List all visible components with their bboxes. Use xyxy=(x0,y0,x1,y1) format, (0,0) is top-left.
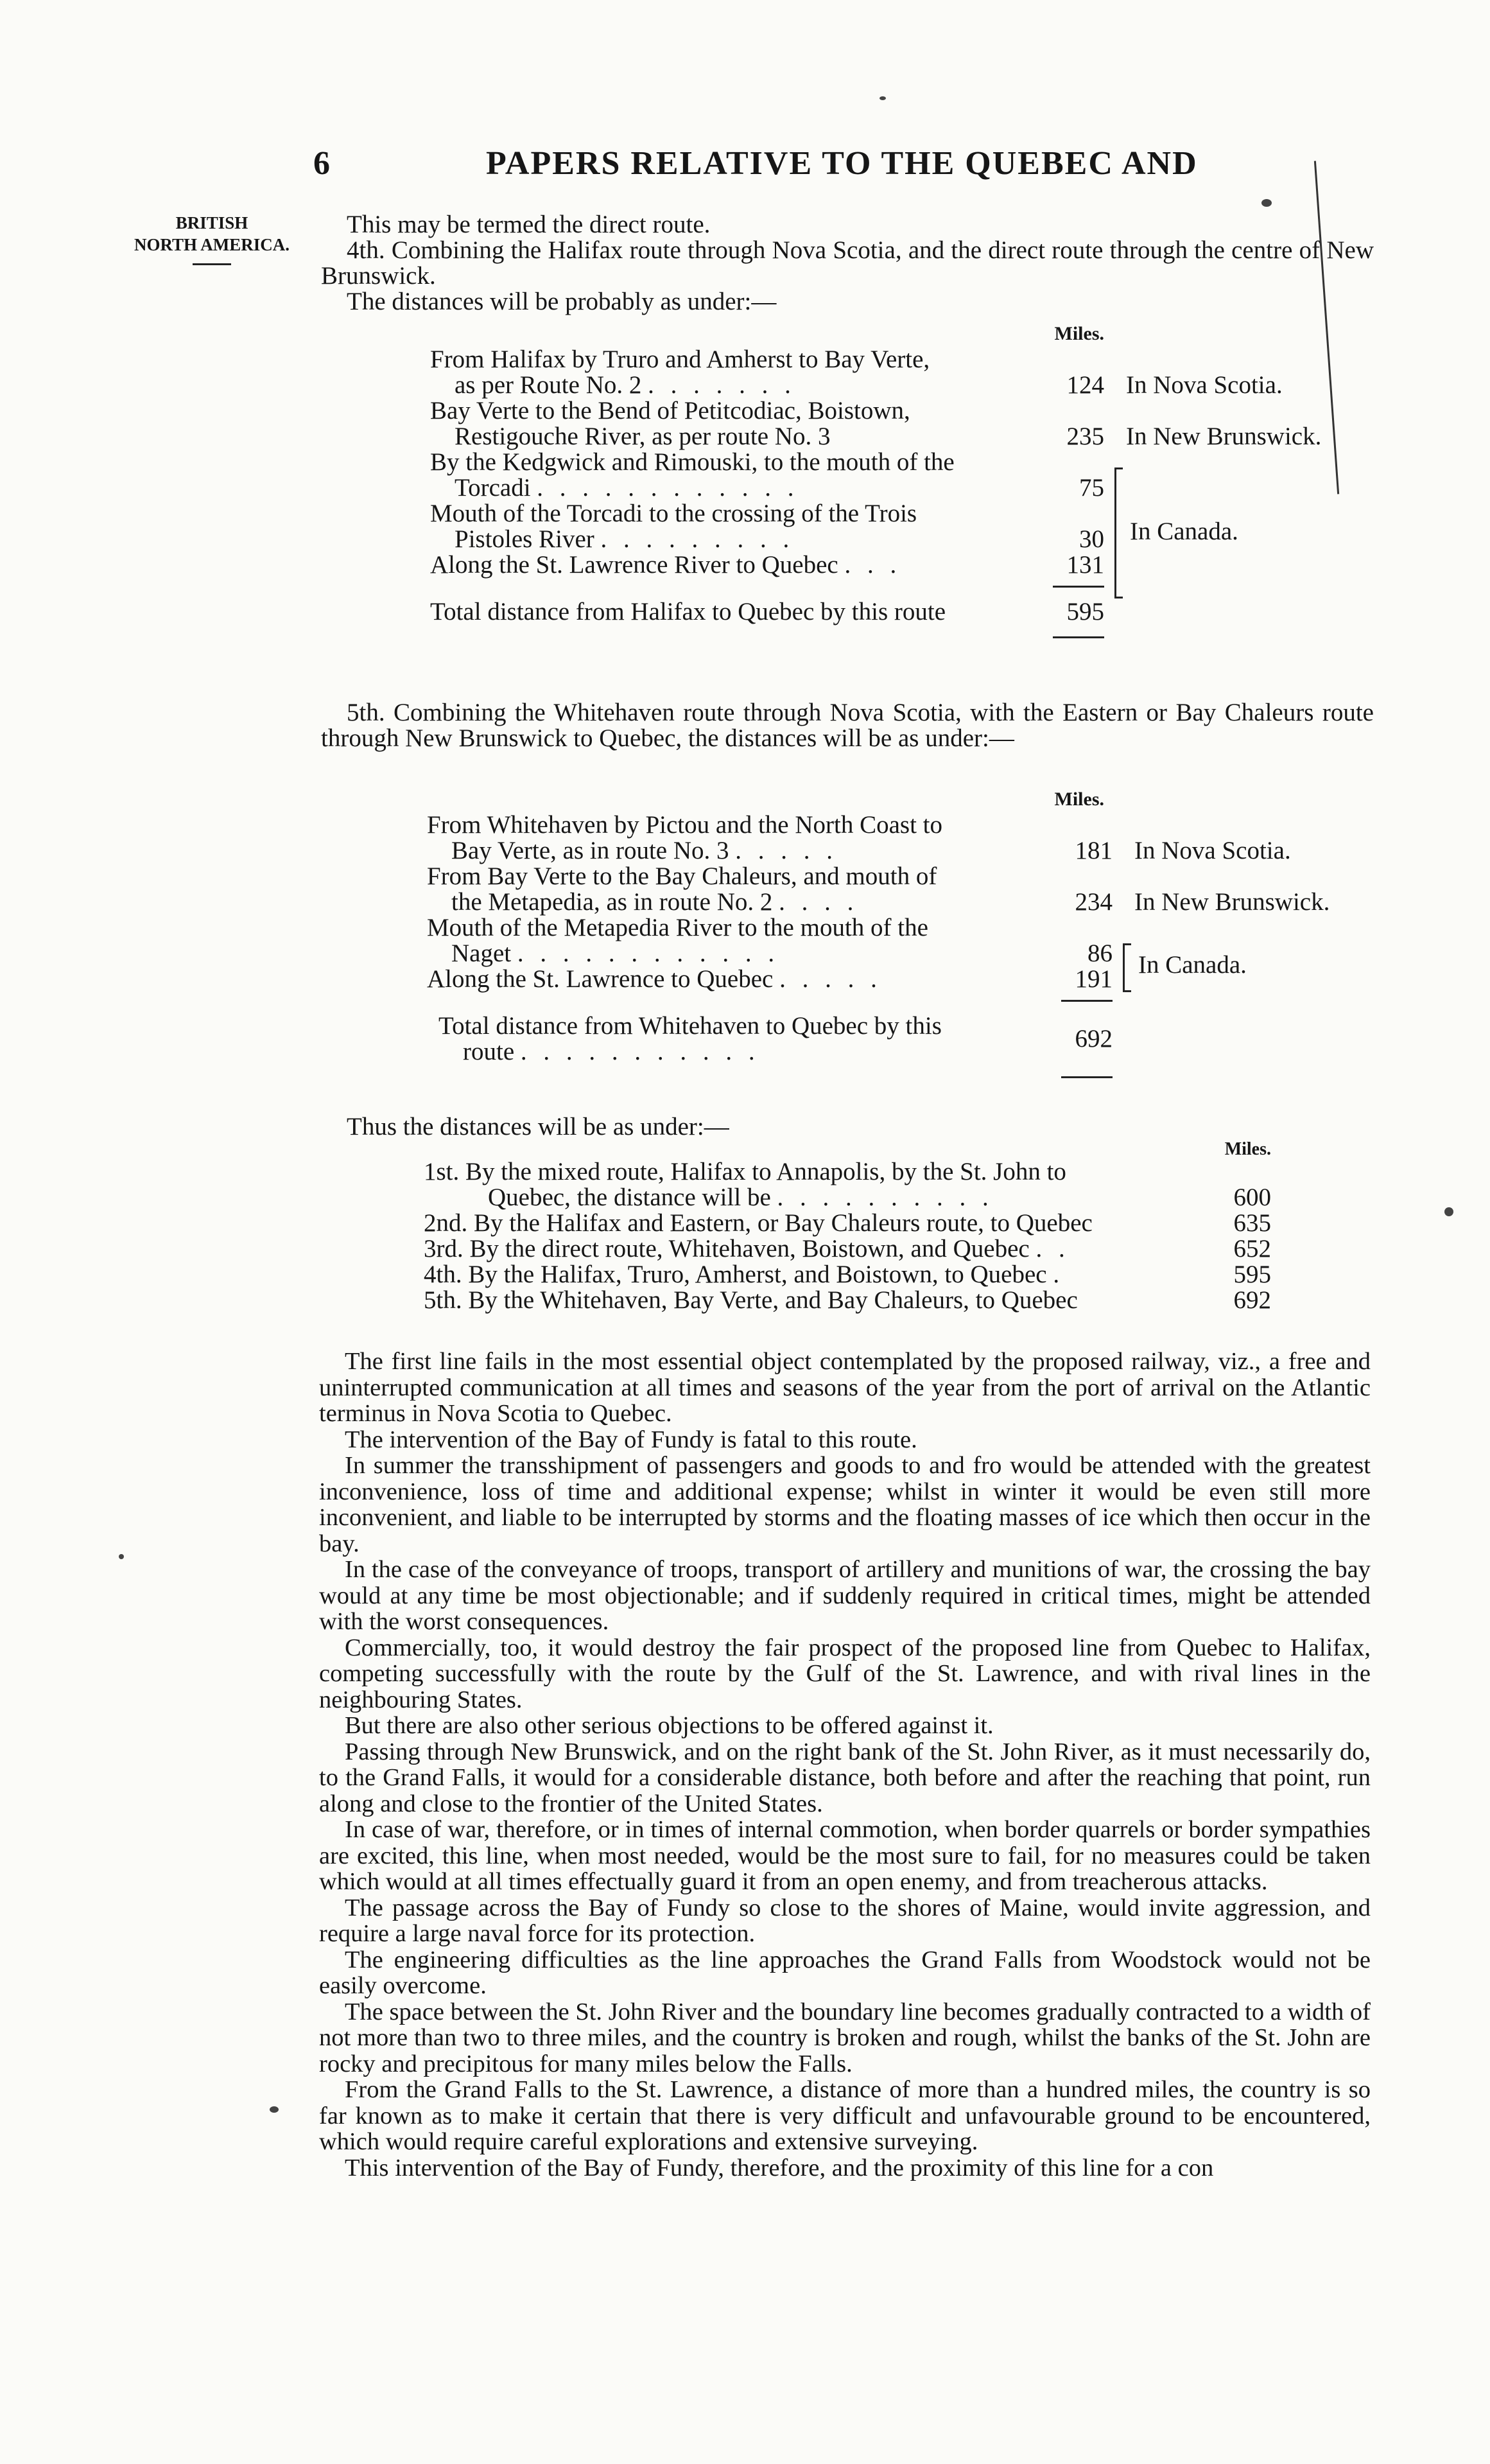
margin-note-line-1: BRITISH xyxy=(175,213,248,232)
row-desc-2: as per Route No. 2 xyxy=(455,371,642,399)
paragraph: The passage across the Bay of Fundy so close to the shores of Maine, would invite aggression, and require a large naval force for its protection. xyxy=(319,1894,1371,1947)
distance-table xyxy=(430,347,1321,638)
table-row: By the Kedgwick and Rimouski, to the mouth of the Torcadi . . . . . . . . . . . . 75 In Canada. xyxy=(430,450,1321,501)
row-desc: Along the St. Lawrence River to Quebec xyxy=(430,551,838,579)
summary-text: 2nd. By the Halifax and Eastern, or Bay Chaleurs route, to Quebec xyxy=(424,1209,1093,1237)
table-row: Along the St. Lawrence River to Quebec . . . 131 xyxy=(430,552,1321,578)
distance-table-5th xyxy=(427,787,1367,1078)
table-row: From Whitehaven by Pictou and the North Coast to Bay Verte, as in route No. 3 . . . . . 181 In Nova Scotia. xyxy=(427,812,1330,864)
row-desc: From Bay Verte to the Bay Chaleurs, and mouth of xyxy=(427,862,937,890)
scan-speck xyxy=(270,2106,279,2113)
para-5th-text: 5th. Combining the Whitehaven route through Nova Scotia, with the Eastern or Bay Chaleurs route through New Brunswick to Quebec, the distances will be as under:— xyxy=(321,699,1374,752)
summary-text: 4th. By the Halifax, Truro, Amherst, and Boistown, to Quebec xyxy=(424,1261,1047,1288)
paragraph: The first line fails in the most essential object contemplated by the proposed railway, viz., a free and uninterrupted communication at all times and seasons of the year from the port of arrival on the Atlantic terminus in Nova Scotia to Quebec. xyxy=(319,1348,1371,1427)
paragraph: Passing through New Brunswick, and on the right bank of the St. John River, as it must necessarily do, to the Grand Falls, it would for a considerable distance, both before and after the reaching that point, run along and close to the frontier of the United States. xyxy=(319,1738,1371,1817)
intro-line-2: 4th. Combining the Halifax route through Nova Scotia, and the direct route through the centre of New Brunswick. xyxy=(321,236,1374,290)
total-miles: 692 xyxy=(1075,1025,1113,1053)
margin-note xyxy=(106,212,318,265)
list-item: 4th. By the Halifax, Truro, Amherst, and Boistown, to Quebec . 595 xyxy=(424,1261,1271,1288)
summary-intro: Thus the distances will be as under:— xyxy=(347,1113,729,1140)
row-miles: 75 xyxy=(1079,474,1104,502)
total-row xyxy=(430,599,1321,625)
row-desc: From Halifax by Truro and Amherst to Bay Verte, xyxy=(430,345,930,373)
scan-speck xyxy=(1444,1207,1453,1216)
scan-speck xyxy=(119,1554,124,1559)
list-item: Quebec, the distance will be . . . . . . . . . . 600 xyxy=(488,1184,1271,1211)
paragraph: The engineering difficulties as the line approaches the Grand Falls from Woodstock would not be easily overcome. xyxy=(319,1946,1371,1999)
row-desc: Mouth of the Torcadi to the crossing of the Trois xyxy=(430,500,917,527)
intro-line-3: The distances will be probably as under:— xyxy=(347,288,777,315)
rule xyxy=(1061,1000,1113,1002)
paragraph: In the case of the conveyance of troops, transport of artillery and munitions of war, the crossing the bay would at any time be most objectionable; and if suddenly required in critical times, might be attended with the worst consequences. xyxy=(319,1556,1371,1635)
distance-table-4th xyxy=(430,321,1367,638)
summary-miles: 595 xyxy=(1233,1261,1271,1288)
summary-text: 1st. By the mixed route, Halifax to Annapolis, by the St. John to xyxy=(424,1158,1066,1185)
intro-section xyxy=(321,212,1374,315)
total-row: Total distance from Whitehaven to Quebec by this route . . . . . . . . . . . 692 xyxy=(427,1013,1330,1065)
summary-section xyxy=(321,1114,1374,1313)
total-miles: 595 xyxy=(1066,598,1104,625)
summary-text: 3rd. By the direct route, Whitehaven, Boistown, and Quebec xyxy=(424,1235,1030,1263)
table-row: Along the St. Lawrence to Quebec . . . . . 191 xyxy=(427,966,1330,992)
row-desc: Mouth of the Metapedia River to the mouth of the xyxy=(427,914,928,941)
total-label-2: route xyxy=(463,1038,515,1065)
row-desc-2: Naget xyxy=(451,939,512,967)
paragraph: The space between the St. John River and the boundary line becomes gradually contracted to a width of not more than two to three miles, and the country is broken and rough, whilst the banks of the St. John are rocky and precipitous for many miles below the Falls. xyxy=(319,1998,1371,2077)
row-miles: 235 xyxy=(1066,423,1104,450)
row-miles: 234 xyxy=(1075,888,1113,916)
row-region: In New Brunswick. xyxy=(1134,888,1330,916)
miles-header: Miles. xyxy=(1054,323,1104,344)
scan-speck xyxy=(1261,199,1272,207)
summary-miles: 652 xyxy=(1233,1235,1271,1263)
paragraph: From the Grand Falls to the St. Lawrence, a distance of more than a hundred miles, the country is so far known as to make it certain that there is very difficult and unfavourable ground to be encountered, which would require careful explorations and extensive surveying. xyxy=(319,2076,1371,2155)
table-row xyxy=(430,398,1321,450)
row-desc: From Whitehaven by Pictou and the North Coast to xyxy=(427,811,943,839)
table-row: From Halifax by Truro and Amherst to Bay Verte, as per Route No. 2 . . . . . . . 124 In Nova Scotia. xyxy=(430,347,1321,398)
summary-text-2: Quebec, the distance will be xyxy=(488,1184,771,1211)
total-label: Total distance from Whitehaven to Quebec by this xyxy=(438,1012,942,1040)
summary-miles: 692 xyxy=(1233,1286,1271,1314)
distance-table xyxy=(427,812,1330,1078)
row-desc-2: Torcadi xyxy=(455,474,531,502)
row-region: In Canada. xyxy=(1138,951,1247,979)
brace xyxy=(1114,467,1123,599)
miles-header: Miles. xyxy=(1054,789,1104,810)
paragraph: But there are also other serious objections to be offered against it. xyxy=(345,1712,994,1739)
row-desc: Bay Verte to the Bend of Petitcodiac, Boistown, xyxy=(430,397,910,424)
intro-line-1: This may be termed the direct route. xyxy=(347,211,711,238)
paragraph: In case of war, therefore, or in times of internal commotion, when border quarrels or border sympathies are excited, this line, when most needed, would be the most sure to fail, for no measures could be taken which would at all times effectually guard it from an open enemy, and from treacherous attacks. xyxy=(319,1816,1371,1895)
row-desc-2: Pistoles River xyxy=(455,525,594,553)
miles-header: Miles. xyxy=(1224,1139,1271,1159)
table-row: From Bay Verte to the Bay Chaleurs, and mouth of the Metapedia, as in route No. 2 . . . . 234 In New Brunswick. xyxy=(427,862,1330,916)
row-miles: 191 xyxy=(1075,965,1113,993)
row-miles: 86 xyxy=(1087,939,1113,967)
paragraph: In summer the transshipment of passengers and goods to and fro would be attended with the greatest inconvenience, loss of time and additional expense; whilst in winter it would be even still more inconvenient, and liable to be interrupted by storms and the floating masses of ice which then occur in the bay. xyxy=(319,1452,1371,1557)
brace xyxy=(1123,943,1131,992)
paragraph: Commercially, too, it would destroy the fair prospect of the proposed line from Quebec to Halifax, competing successfully with the route by the Gulf of the St. Lawrence, and with rival lines in the neighbouring States. xyxy=(319,1634,1371,1713)
list-item xyxy=(424,1210,1271,1236)
table-row: Mouth of the Metapedia River to the mouth of the Naget . . . . . . . . . . . . 86 In Canada. xyxy=(427,915,1330,966)
row-region: In Canada. xyxy=(1130,518,1238,545)
rule xyxy=(1053,636,1104,638)
para-5th xyxy=(321,700,1374,751)
row-miles: 124 xyxy=(1066,371,1104,399)
row-region: In Nova Scotia. xyxy=(1134,837,1291,864)
total-label: Total distance from Halifax to Quebec by this route xyxy=(430,598,946,625)
row-miles: 30 xyxy=(1079,525,1104,553)
page-number: 6 xyxy=(313,145,330,182)
list-item xyxy=(424,1288,1271,1313)
row-miles: 181 xyxy=(1075,837,1113,864)
row-desc-2: Restigouche River, as per route No. 3 xyxy=(455,423,831,450)
rule xyxy=(1053,586,1104,588)
canada-brace-cell xyxy=(1119,915,1330,992)
row-region: In Nova Scotia. xyxy=(1126,371,1283,399)
row-region: In New Brunswick. xyxy=(1126,423,1322,450)
scan-speck xyxy=(879,96,886,100)
row-desc-2: the Metapedia, as in route No. 2 xyxy=(451,888,773,916)
table-row: Mouth of the Torcadi to the crossing of the Trois Pistoles River . . . . . . . . . 30 xyxy=(430,501,1321,552)
row-miles: 131 xyxy=(1066,551,1104,579)
canada-brace-cell xyxy=(1111,450,1321,578)
paragraph: The intervention of the Bay of Fundy is fatal to this route. xyxy=(345,1426,917,1453)
rule xyxy=(1061,1076,1113,1078)
row-desc: Along the St. Lawrence to Quebec xyxy=(427,965,774,993)
body-text xyxy=(319,1349,1371,2181)
summary-miles: 635 xyxy=(1233,1209,1271,1237)
list-item xyxy=(424,1159,1271,1185)
row-desc: By the Kedgwick and Rimouski, to the mouth of the xyxy=(430,448,955,476)
summary-text: 5th. By the Whitehaven, Bay Verte, and Bay Chaleurs, to Quebec xyxy=(424,1286,1078,1314)
list-item: 3rd. By the direct route, Whitehaven, Boistown, and Quebec . . 652 xyxy=(424,1235,1271,1263)
page-title: PAPERS RELATIVE TO THE QUEBEC AND xyxy=(486,145,1198,182)
summary-miles: 600 xyxy=(1233,1184,1271,1211)
row-desc-2: Bay Verte, as in route No. 3 xyxy=(451,837,729,864)
paragraph: This intervention of the Bay of Fundy, therefore, and the proximity of this line for a con xyxy=(345,2154,1214,2181)
margin-note-line-2: NORTH AMERICA. xyxy=(134,235,290,254)
margin-note-rule xyxy=(193,263,231,265)
